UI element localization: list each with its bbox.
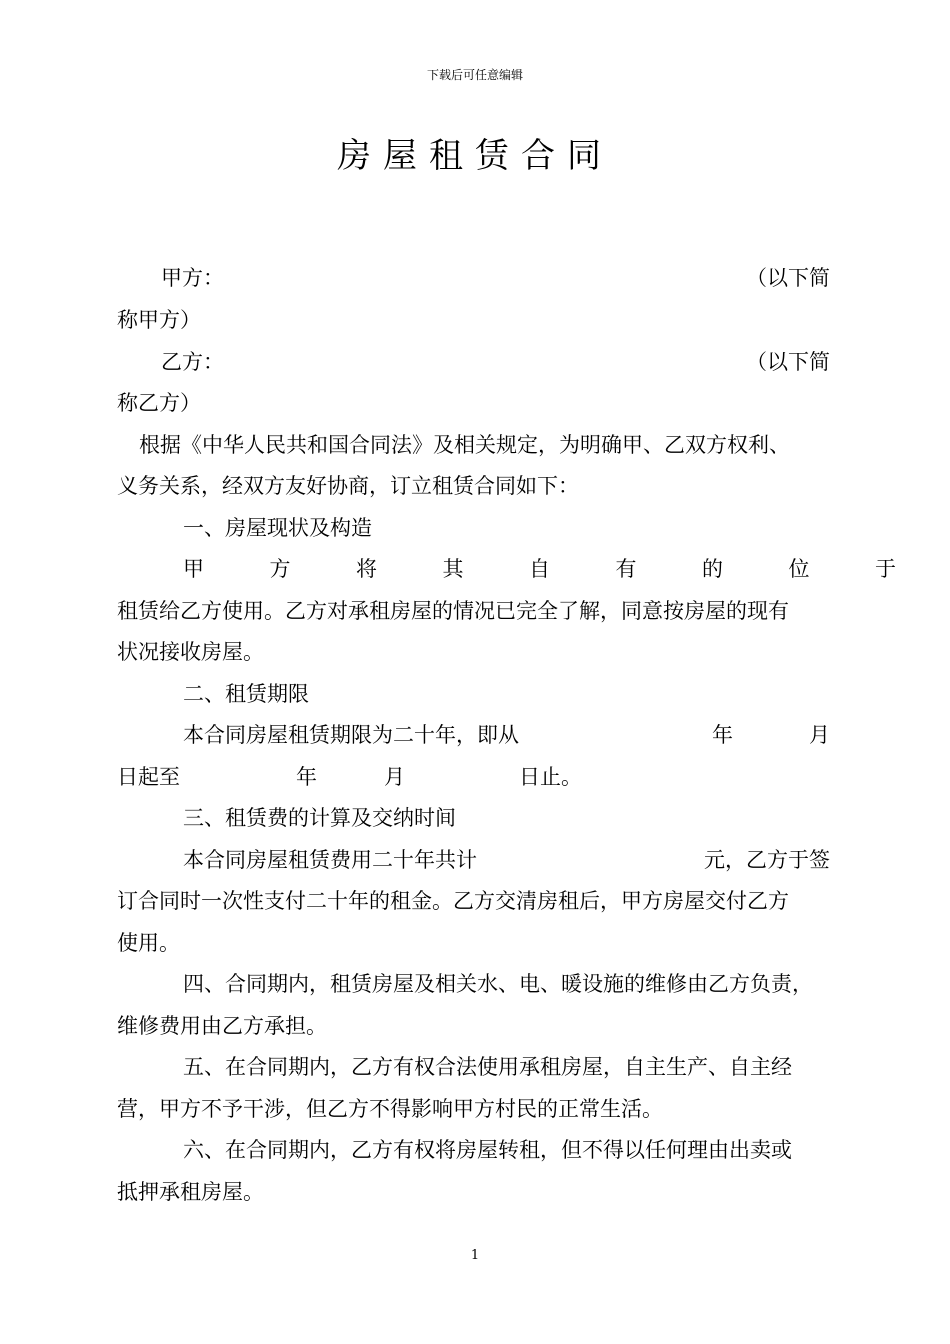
party-b-label: 乙方： [161,350,224,374]
section-3-line-1-text: 本合同房屋租赁费用二十年共计 [183,848,477,872]
spread-char: 于 [875,557,896,581]
section-2-line-2-end: 日止。 [519,765,582,789]
section-3-line-2: 订合同时一次性支付二十年的租金。乙方交清房租后，甲方房屋交付乙方 [117,889,789,913]
section-1-heading: 一、房屋现状及构造 [183,516,372,540]
section-1-line-1 [117,555,896,583]
page-number: 1 [470,1248,480,1263]
party-a-suffix-cont: 称甲方） [117,308,201,332]
document-title: 房屋租赁合同 [337,136,613,176]
section-2-year-2: 年 [296,765,317,789]
section-6-line-1: 六、在合同期内，乙方有权将房屋转租，但不得以任何理由出卖或 [183,1138,792,1162]
spread-char: 将 [356,557,377,581]
spread-char: 甲 [183,557,204,581]
party-b-suffix-cont: 称乙方） [117,391,201,415]
spread-char: 的 [702,557,723,581]
spread-char: 位 [788,557,810,581]
section-2-month-1: 月 [809,723,830,747]
spread-char: 方 [269,557,291,581]
spread-char: 其 [442,557,464,581]
header-note: 下载后可任意编辑 [426,68,523,82]
spread-char: 有 [615,557,637,581]
section-2-year-1: 年 [712,723,733,747]
section-2-line-2-start: 日起至 [117,765,180,789]
spread-char: 自 [529,557,550,581]
party-a-suffix: （以下简 [746,266,830,290]
party-b-suffix: （以下简 [746,350,830,374]
section-5-line-1: 五、在合同期内，乙方有权合法使用承租房屋，自主生产、自主经 [183,1055,792,1079]
intro-line-2: 义务关系，经双方友好协商，订立租赁合同如下： [117,474,579,498]
section-2-line-1-text: 本合同房屋租赁期限为二十年，即从 [183,723,519,747]
section-5-line-2: 营，甲方不予干涉，但乙方不得影响甲方村民的正常生活。 [117,1097,663,1121]
section-3-line-3: 使用。 [117,931,180,955]
section-2-heading: 二、租赁期限 [183,682,309,706]
party-a-label: 甲方： [161,266,224,290]
intro-line-1: 根据《中华人民共和国合同法》及相关规定，为明确甲、乙双方权利、 [139,433,790,457]
section-4-line-2: 维修费用由乙方承担。 [117,1014,327,1038]
section-4-line-1: 四、合同期内，租赁房屋及相关水、电、暖设施的维修由乙方负责， [183,972,813,996]
section-3-line-1-end: 元，乙方于签 [704,848,830,872]
section-6-line-2: 抵押承租房屋。 [117,1180,264,1204]
section-3-heading: 三、租赁费的计算及交纳时间 [183,806,456,830]
section-2-month-2: 月 [384,765,405,789]
section-1-line-3: 状况接收房屋。 [117,640,264,664]
section-1-line-2: 租赁给乙方使用。乙方对承租房屋的情况已完全了解，同意按房屋的现有 [117,599,789,623]
